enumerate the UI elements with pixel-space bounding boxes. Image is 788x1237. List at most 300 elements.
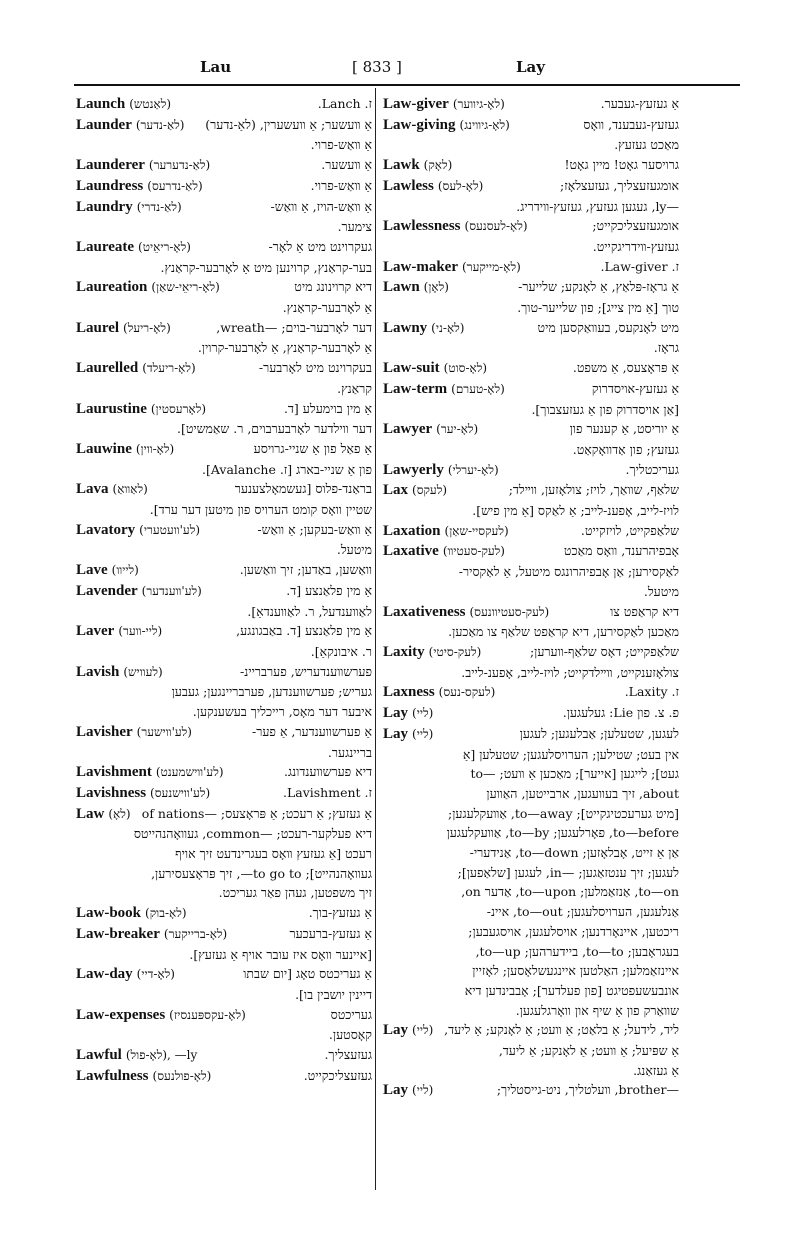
pronunciation: (לאַנטש) xyxy=(129,97,172,111)
headword: Lawful xyxy=(76,1047,122,1064)
pronunciation: (לעק-סעטיװנעס) xyxy=(469,604,550,619)
pronunciation: (לאָ-גיװינג) xyxy=(459,117,510,132)
entry-head xyxy=(76,1045,197,1066)
entry-first-line xyxy=(383,94,679,115)
header-left-guideword: Lau xyxy=(200,58,232,76)
definition-continuation: טוך [אַ מין צייג]; פון שלייער-טוך. xyxy=(517,300,679,316)
page-number: [ 833 ] xyxy=(352,58,402,76)
entry-head xyxy=(76,155,210,176)
pronunciation: (ליי) xyxy=(412,1023,434,1038)
definition-continuation: [מיט גערעכטיגקייט]; to—away, אַװעקלעגען; xyxy=(447,805,679,821)
definition-text: אַ געזעץ-ברעכער xyxy=(289,925,372,941)
definition-text: אַ געזעץ; אַ רעכט; אַ פּראָצעס; —of nations xyxy=(141,805,372,821)
headword: Lawless xyxy=(383,177,434,194)
dictionary-entry xyxy=(76,783,372,804)
pronunciation: (לע'װישנעס) xyxy=(150,785,211,800)
entry-first-line xyxy=(383,419,679,440)
definition-continuation: to—before, פאָרלעגען; to—by, אַװעקלעגען xyxy=(446,825,679,841)
headword: Lavishness xyxy=(76,784,147,801)
pronunciation: (לעװיש) xyxy=(123,664,163,679)
entry-head xyxy=(383,1080,433,1101)
header-rule xyxy=(74,84,740,86)
entry-first-line xyxy=(383,642,679,663)
definition-text: אַ געריכטס טאָג [יום שבתו xyxy=(243,966,372,982)
pronunciation: (לאָ-בוק) xyxy=(145,906,187,921)
headword: Lay xyxy=(383,1022,409,1039)
pronunciation: (לאָ-דיי) xyxy=(136,967,175,982)
entry-head xyxy=(383,480,447,501)
pronunciation: (לאָ-טערם) xyxy=(451,381,505,396)
headword: Law-expenses xyxy=(76,1006,166,1023)
dictionary-entry xyxy=(383,521,679,542)
dictionary-entry xyxy=(76,1066,372,1087)
pronunciation: (לאָ) xyxy=(108,806,131,821)
entry-first-line xyxy=(383,1080,679,1101)
entry-first-line xyxy=(76,722,372,743)
definition-text: געריכטס xyxy=(330,1006,372,1022)
entry-first-line xyxy=(76,804,372,825)
definition-text: ז. Laxity. xyxy=(624,684,679,700)
entry-first-line xyxy=(383,277,679,298)
dictionary-entry xyxy=(76,520,372,560)
pronunciation: (לאַװאַ) xyxy=(112,482,148,497)
definition-continuation: בער-קראַנץ, קרוינען מיט אַ לאָרבער-קראַנץ. xyxy=(160,259,372,275)
entry-first-line xyxy=(383,682,679,703)
entry-head xyxy=(76,399,206,420)
headword: Law-term xyxy=(383,380,448,397)
entry-first-line xyxy=(76,783,372,804)
pronunciation: (לאָ-פולנעס) xyxy=(152,1068,212,1083)
headword: Lay xyxy=(383,705,409,722)
entry-head xyxy=(383,115,510,136)
definition-text: שלאַפקייט, לויזקייט. xyxy=(580,522,679,538)
definition-continuation: איינזאַמלען; האַלטען איינגעשלאָסען; לאָזיין xyxy=(472,963,679,979)
entry-head xyxy=(383,1020,433,1041)
dictionary-entry xyxy=(383,176,679,216)
entry-head xyxy=(383,419,478,440)
definition-text: ליד, לידעל; אַ בלאַט; אַ װעט; אַ לאָנקע; אַ ליעד, xyxy=(444,1022,679,1038)
entry-first-line xyxy=(76,762,372,783)
definition-continuation: אין בעט; שטילען; הערויסלעגען; שטעלען [אַ xyxy=(462,746,679,762)
dictionary-entry xyxy=(383,724,679,1021)
dictionary-entry xyxy=(76,479,372,519)
headword: Laver xyxy=(76,623,115,640)
definition-text: אַ יוריסט, אַ קענער פון xyxy=(569,421,679,437)
headword: Law-book xyxy=(76,905,142,922)
definition-continuation: דיא פעלקער-רעכט; —common, געװאָהנהייטס xyxy=(133,826,372,842)
headword: Lay xyxy=(383,1082,409,1099)
headword: Laurel xyxy=(76,319,120,336)
entry-head xyxy=(76,762,224,783)
definition-text: אַ מין פלאַנצע [ד. באַבגונגע, xyxy=(236,623,372,639)
entry-head xyxy=(383,521,509,542)
pronunciation: (לאָ-לעסנעס) xyxy=(464,219,528,234)
definition-continuation: בריינגער. xyxy=(327,744,372,760)
definition-text: —brother, װעלטליך, ניט-גייסטליך; xyxy=(496,1082,679,1098)
entry-head xyxy=(76,197,182,218)
entry-head xyxy=(76,94,171,115)
pronunciation: (לאָ-לעס) xyxy=(437,178,484,193)
definition-text: מיט לאָנקעס, בעװאַקסען מיט xyxy=(537,319,679,335)
entry-first-line xyxy=(383,724,679,745)
headword: Lawlessness xyxy=(383,218,461,235)
definition-continuation: שטיין װאָס קומט הערויס פון מיטען דער ערד]. xyxy=(149,502,372,518)
dictionary-entry xyxy=(76,903,372,924)
definition-text: אַ גראָז-פּלאַץ, אַ לאָנקע; שלייער- xyxy=(518,279,679,295)
definition-text: געזעצליכקייט. xyxy=(303,1067,372,1083)
definition-text: שלאַפקייט; דאָס שלאַף-װערען; xyxy=(529,643,679,659)
definition-text: ז. Law-giver. xyxy=(600,258,679,274)
definition-continuation: צולאָזענקייט, װײלדקייט; לויז-לייב, אָפענ-לייב. xyxy=(461,664,679,680)
headword: Lava xyxy=(76,481,109,498)
entry-first-line xyxy=(76,560,372,581)
definition-text: דיא פערשװענדונג. xyxy=(283,764,372,780)
definition-continuation: לאַװענדעל, ר. לאַװענדאַ]. xyxy=(247,603,372,619)
headword: Lavish xyxy=(76,663,120,680)
definition-text: אַ װאַש-הויז, אַ װאַש- xyxy=(270,198,372,214)
definition-continuation: געזעץ; פון אַדװאָקאַט. xyxy=(572,441,679,457)
headword: Lax xyxy=(383,482,409,499)
definition-continuation: אַ שפּיעל; אַ װעט; אַ לאָנקע; אַ ליעד, xyxy=(498,1043,679,1059)
pronunciation: (לאָ-ני) xyxy=(431,320,465,335)
pronunciation: (לאָ-ריעלד) xyxy=(142,361,196,376)
header-right-guideword: Lay xyxy=(516,58,545,76)
pronunciation: (לאָ-װין) xyxy=(135,441,175,456)
dictionary-entry xyxy=(383,480,679,520)
pronunciation: (לעק-סיטי) xyxy=(428,644,482,659)
headword: Law xyxy=(76,805,105,822)
entry-head xyxy=(383,277,449,298)
dictionary-entry xyxy=(383,155,679,176)
entry-head xyxy=(383,682,495,703)
definition-text: שלאַף, שװאַך, לויז; צולאָזען, װײלד; xyxy=(508,482,679,498)
headword: Laundry xyxy=(76,198,133,215)
pronunciation: (לאָ-עקספּענסיז) xyxy=(169,1007,246,1022)
dictionary-entry xyxy=(76,804,372,904)
headword: Laxation xyxy=(383,522,441,539)
dictionary-entry xyxy=(76,621,372,661)
definition-text: גרויסער גאָט! מיין גאָט! xyxy=(564,157,679,173)
pronunciation: (לאַ-נדערער) xyxy=(148,158,211,173)
pronunciation: (לאָ-מייקער) xyxy=(461,259,521,274)
entry-head xyxy=(76,115,184,136)
definition-text: אַ געזעץ-בוך. xyxy=(308,905,372,921)
pronunciation: (לייװ) xyxy=(111,563,139,578)
entry-first-line xyxy=(76,399,372,420)
definition-text: דיא קראַפט צו xyxy=(610,603,679,619)
headword: Lawfulness xyxy=(76,1067,149,1084)
headword: Launderer xyxy=(76,157,145,174)
pronunciation: (לאָ-פול), —ly xyxy=(125,1048,198,1063)
pronunciation: (לעקס) xyxy=(412,483,448,498)
entry-first-line xyxy=(76,94,372,115)
entry-first-line xyxy=(383,521,679,542)
dictionary-entry xyxy=(76,155,372,176)
entry-head xyxy=(76,358,196,379)
pronunciation: (לאָ-גיװער) xyxy=(452,97,505,111)
headword: Laurustine xyxy=(76,400,147,417)
entry-head xyxy=(76,581,202,602)
dictionary-entry xyxy=(76,1045,372,1066)
pronunciation: (לאָק) xyxy=(423,158,453,173)
definition-continuation: קראַנץ. xyxy=(337,380,372,396)
entry-first-line xyxy=(76,358,372,379)
definition-text: אַ געזעץ-געבער. xyxy=(600,96,679,111)
definition-continuation: about, זיך בעװעגען, ארבייטען, האַװען xyxy=(486,785,679,801)
entry-first-line xyxy=(383,602,679,623)
definition-continuation: לאַקסירען; אַן אָבפיהרונגס מיטעל, אַ לאַקסיר- xyxy=(458,564,679,580)
headword: Lawn xyxy=(383,279,420,296)
entry-first-line xyxy=(383,1020,679,1041)
entry-head xyxy=(76,924,227,945)
definition-continuation: אַ לאָרבער-קראַנץ. xyxy=(282,300,372,316)
entry-first-line xyxy=(383,176,679,197)
dictionary-entry xyxy=(383,602,679,642)
entry-first-line xyxy=(76,479,372,500)
definition-text: דיא קרוינונג מיט xyxy=(294,279,372,295)
definition-text: בראַנד-פלוס [געשמאָלצענער xyxy=(234,481,372,497)
dictionary-entry xyxy=(76,277,372,317)
entry-head xyxy=(76,783,210,804)
entry-first-line xyxy=(76,662,372,683)
headword: Laxative xyxy=(383,543,439,560)
headword: Laundress xyxy=(76,177,144,194)
definition-continuation: גראָז. xyxy=(653,340,679,356)
entry-head xyxy=(383,318,464,339)
headword: Launch xyxy=(76,96,126,112)
entry-head xyxy=(76,176,203,197)
pronunciation: (לאָ-סוט) xyxy=(443,361,488,376)
dictionary-entry xyxy=(383,703,679,724)
entry-first-line xyxy=(383,318,679,339)
definition-text: ז. Lanch. xyxy=(317,96,372,111)
entry-head xyxy=(76,318,171,339)
dictionary-entry xyxy=(76,662,372,722)
dictionary-entry xyxy=(76,115,372,155)
definition-continuation: ר. איבונקאַ]. xyxy=(310,643,372,659)
dictionary-entry xyxy=(383,358,679,379)
definition-continuation: קאָסטען. xyxy=(328,1027,372,1043)
dictionary-entry xyxy=(383,642,679,682)
definition-text: געריכטליך. xyxy=(625,461,679,477)
pronunciation: (לאַ-נדרי) xyxy=(136,199,182,214)
entry-first-line xyxy=(383,257,679,278)
headword: Laxativeness xyxy=(383,603,466,620)
headword: Lawk xyxy=(383,157,420,174)
definition-text: אַ װעשער; אַ װעשערין, (לאַ-נדער) xyxy=(205,116,372,132)
definition-continuation: מאַכען לאַקסירען, דיא קראַפט שלאַף צו מאַכען. xyxy=(448,624,679,640)
definition-text: װאַשען, באַדען; זיך װאַשען. xyxy=(239,562,372,578)
definition-continuation: לויז-לייב, אָפענ-לייב; אַ לאַקס [אַ מין פיש]. xyxy=(472,503,679,519)
definition-continuation: מיטעל. xyxy=(336,542,372,558)
pronunciation: (לאָ-ברייקער) xyxy=(163,926,228,941)
pronunciation: (לעקס-נעס) xyxy=(438,685,496,700)
dictionary-entry xyxy=(383,216,679,256)
entry-head xyxy=(383,541,505,562)
definition-continuation: ריכטען, איינאָרדנען; אויסלעגען, אויסגעבען; xyxy=(468,923,679,939)
definition-text: אַ װאַש-פרוי. xyxy=(310,177,372,193)
definition-continuation: געװאָהנהייט]; to go to—, זיך פּראָצעסירען, xyxy=(151,865,372,881)
pronunciation: (לע'װישער) xyxy=(136,724,192,739)
pronunciation: (לאָן) xyxy=(423,280,449,295)
dictionary-entry xyxy=(383,1020,679,1080)
dictionary-entry xyxy=(383,682,679,703)
definition-text: דער לאָרבער-בוים; —wreath, xyxy=(216,319,372,335)
definition-text: פערשװענדעריש, פערבריינ- xyxy=(240,663,372,679)
definition-text: געקרוינט מיט אַ לאָר- xyxy=(268,238,372,254)
entry-head xyxy=(76,1066,211,1087)
entry-first-line xyxy=(383,358,679,379)
entry-first-line xyxy=(383,216,679,237)
pronunciation: (ליי-װער) xyxy=(118,624,163,639)
headword: Law-suit xyxy=(383,360,440,377)
right-column xyxy=(383,94,679,1101)
definition-continuation: מאַכט געזעץ. xyxy=(614,137,679,153)
entry-first-line xyxy=(383,460,679,481)
definition-text: אַ געזעץ-אויסדרוק xyxy=(591,380,679,396)
entry-first-line xyxy=(76,903,372,924)
dictionary-entry xyxy=(76,924,372,964)
entry-first-line xyxy=(76,318,372,339)
definition-continuation: [איינער װאָס איז עובר אויף אַ געזעץ]. xyxy=(189,946,372,962)
entry-head xyxy=(383,460,499,481)
dictionary-entry xyxy=(76,560,372,581)
definition-text: געזעצליך. xyxy=(324,1047,372,1063)
dictionary-entry xyxy=(76,722,372,762)
entry-head xyxy=(76,520,200,541)
dictionary-entry xyxy=(76,197,372,237)
headword: Lay xyxy=(383,725,409,742)
entry-head xyxy=(383,257,521,278)
definition-text: געזעץ-געבענד, װאָס xyxy=(583,116,679,132)
headword: Laxity xyxy=(383,643,425,660)
entry-head xyxy=(383,358,487,379)
entry-head xyxy=(76,804,131,825)
headword: Lawny xyxy=(383,319,428,336)
headword: Laureation xyxy=(76,279,148,296)
definition-continuation: צימער. xyxy=(337,219,372,235)
pronunciation: (לאָ-ריעל) xyxy=(123,320,171,335)
definition-continuation: אַ װאַש-פרוי. xyxy=(310,137,372,153)
headword: Law-maker xyxy=(383,258,458,275)
dictionary-entry xyxy=(76,581,372,621)
headword: Laureate xyxy=(76,238,135,255)
dictionary-entry xyxy=(76,237,372,277)
column-divider xyxy=(375,88,376,1190)
headword: Lave xyxy=(76,562,108,579)
dictionary-entry xyxy=(383,379,679,419)
entry-first-line xyxy=(76,115,372,136)
headword: Lavisher xyxy=(76,723,133,740)
definition-continuation: לעגען; זיך ענטזאַגען; —in, לעגען [שלאַפען]; xyxy=(457,864,679,880)
entry-head xyxy=(383,94,505,115)
entry-head xyxy=(76,560,139,581)
entry-first-line xyxy=(76,176,372,197)
entry-head xyxy=(383,379,505,400)
definition-continuation: שװאַרק פון אַ שיף און װאָרגלעגען. xyxy=(515,1002,679,1018)
dictionary-entry xyxy=(383,460,679,481)
dictionary-entry xyxy=(76,762,372,783)
entry-first-line xyxy=(76,1045,372,1066)
entry-head xyxy=(383,176,483,197)
entry-head xyxy=(383,703,433,724)
definition-continuation: געט]; לייגען [אייער]; מאַכען אַ װעט; —to xyxy=(470,766,679,782)
definition-continuation: אַן אַ זייט, אָבלאָזען; to—down, אַנידערי- xyxy=(469,845,679,861)
definition-continuation: מיטעל. xyxy=(643,583,679,599)
pronunciation: (לע'װעטערי) xyxy=(139,522,200,537)
entry-first-line xyxy=(76,581,372,602)
definition-continuation: געריש; פערשװענדען, פערבריינגען; געבען xyxy=(171,684,372,700)
pronunciation: (לאָרעסטין) xyxy=(150,401,206,416)
entry-head xyxy=(76,964,175,985)
entry-first-line xyxy=(76,964,372,985)
dictionary-entry xyxy=(76,176,372,197)
definition-text: אַ מין פלאַנצע [ד. xyxy=(286,582,372,598)
pronunciation: (לאַ-נדרעס) xyxy=(147,178,203,193)
headword: Lawyerly xyxy=(383,461,444,478)
entry-first-line xyxy=(383,541,679,562)
entry-head xyxy=(76,621,162,642)
dictionary-entry xyxy=(383,115,679,155)
dictionary-entry xyxy=(76,358,372,398)
dictionary-entry xyxy=(76,399,372,439)
definition-text: אַ װעשער. xyxy=(321,157,372,173)
entry-head xyxy=(76,722,192,743)
entry-head xyxy=(76,903,187,924)
definition-continuation: געזעץ-װידריגקייט. xyxy=(592,238,679,254)
dictionary-entry xyxy=(383,318,679,358)
entry-first-line xyxy=(76,277,372,298)
dictionary-entry xyxy=(383,541,679,601)
definition-continuation: בעגראָבען; to—to, ביידערהען; to—up, xyxy=(475,943,679,959)
pronunciation: (לאָ-יערלי) xyxy=(447,462,499,477)
entry-first-line xyxy=(76,1066,372,1087)
dictionary-entry xyxy=(76,964,372,1004)
headword: Lavatory xyxy=(76,521,136,538)
entry-first-line xyxy=(383,703,679,724)
dictionary-entry xyxy=(76,318,372,358)
definition-continuation: [אַן אויסדרוק פון אַ געזעצבוך]. xyxy=(531,401,679,417)
definition-text: לעגען, שטעלען; אַבלעגען; לעגען xyxy=(519,725,679,741)
definition-continuation: אונבעשעפטיגט [פון פעלדער]; אָבבינדען דיא xyxy=(464,982,679,998)
entry-first-line xyxy=(76,155,372,176)
dictionary-entry xyxy=(383,94,679,115)
headword: Launder xyxy=(76,116,132,133)
definition-continuation: אַנלעגען, הערויסלעגען; to—out, איינ- xyxy=(486,904,679,920)
definition-continuation: דיינין יושבין בו]. xyxy=(295,986,372,1002)
entry-head xyxy=(76,277,220,298)
pronunciation: (לעק-סעטיװ) xyxy=(442,544,505,559)
entry-first-line xyxy=(76,520,372,541)
headword: Lawyer xyxy=(383,421,433,438)
definition-text: בעקרוינט מיט לאָרבער- xyxy=(258,360,372,376)
headword: Lavishment xyxy=(76,764,152,781)
entry-head xyxy=(76,237,191,258)
entry-head xyxy=(383,602,549,623)
pronunciation: (לעקסיי-שאַן) xyxy=(444,523,509,538)
definition-text: אָבפיהרענד, װאָס מאַכט xyxy=(563,543,679,559)
definition-continuation: זיך משפטען, געהן פאַר געריכט. xyxy=(218,885,372,901)
entry-head xyxy=(383,216,528,237)
entry-first-line xyxy=(383,379,679,400)
pronunciation: (לאָ-ריאֵי-שאַן) xyxy=(151,280,220,295)
entry-first-line xyxy=(383,480,679,501)
pronunciation: (ליי) xyxy=(412,1083,434,1098)
entry-head xyxy=(76,662,163,683)
headword: Laxness xyxy=(383,684,435,701)
definition-continuation: דער װילדער לאָרבערבוים, ר. שאַמשיט]. xyxy=(176,421,372,437)
entry-first-line xyxy=(76,197,372,218)
